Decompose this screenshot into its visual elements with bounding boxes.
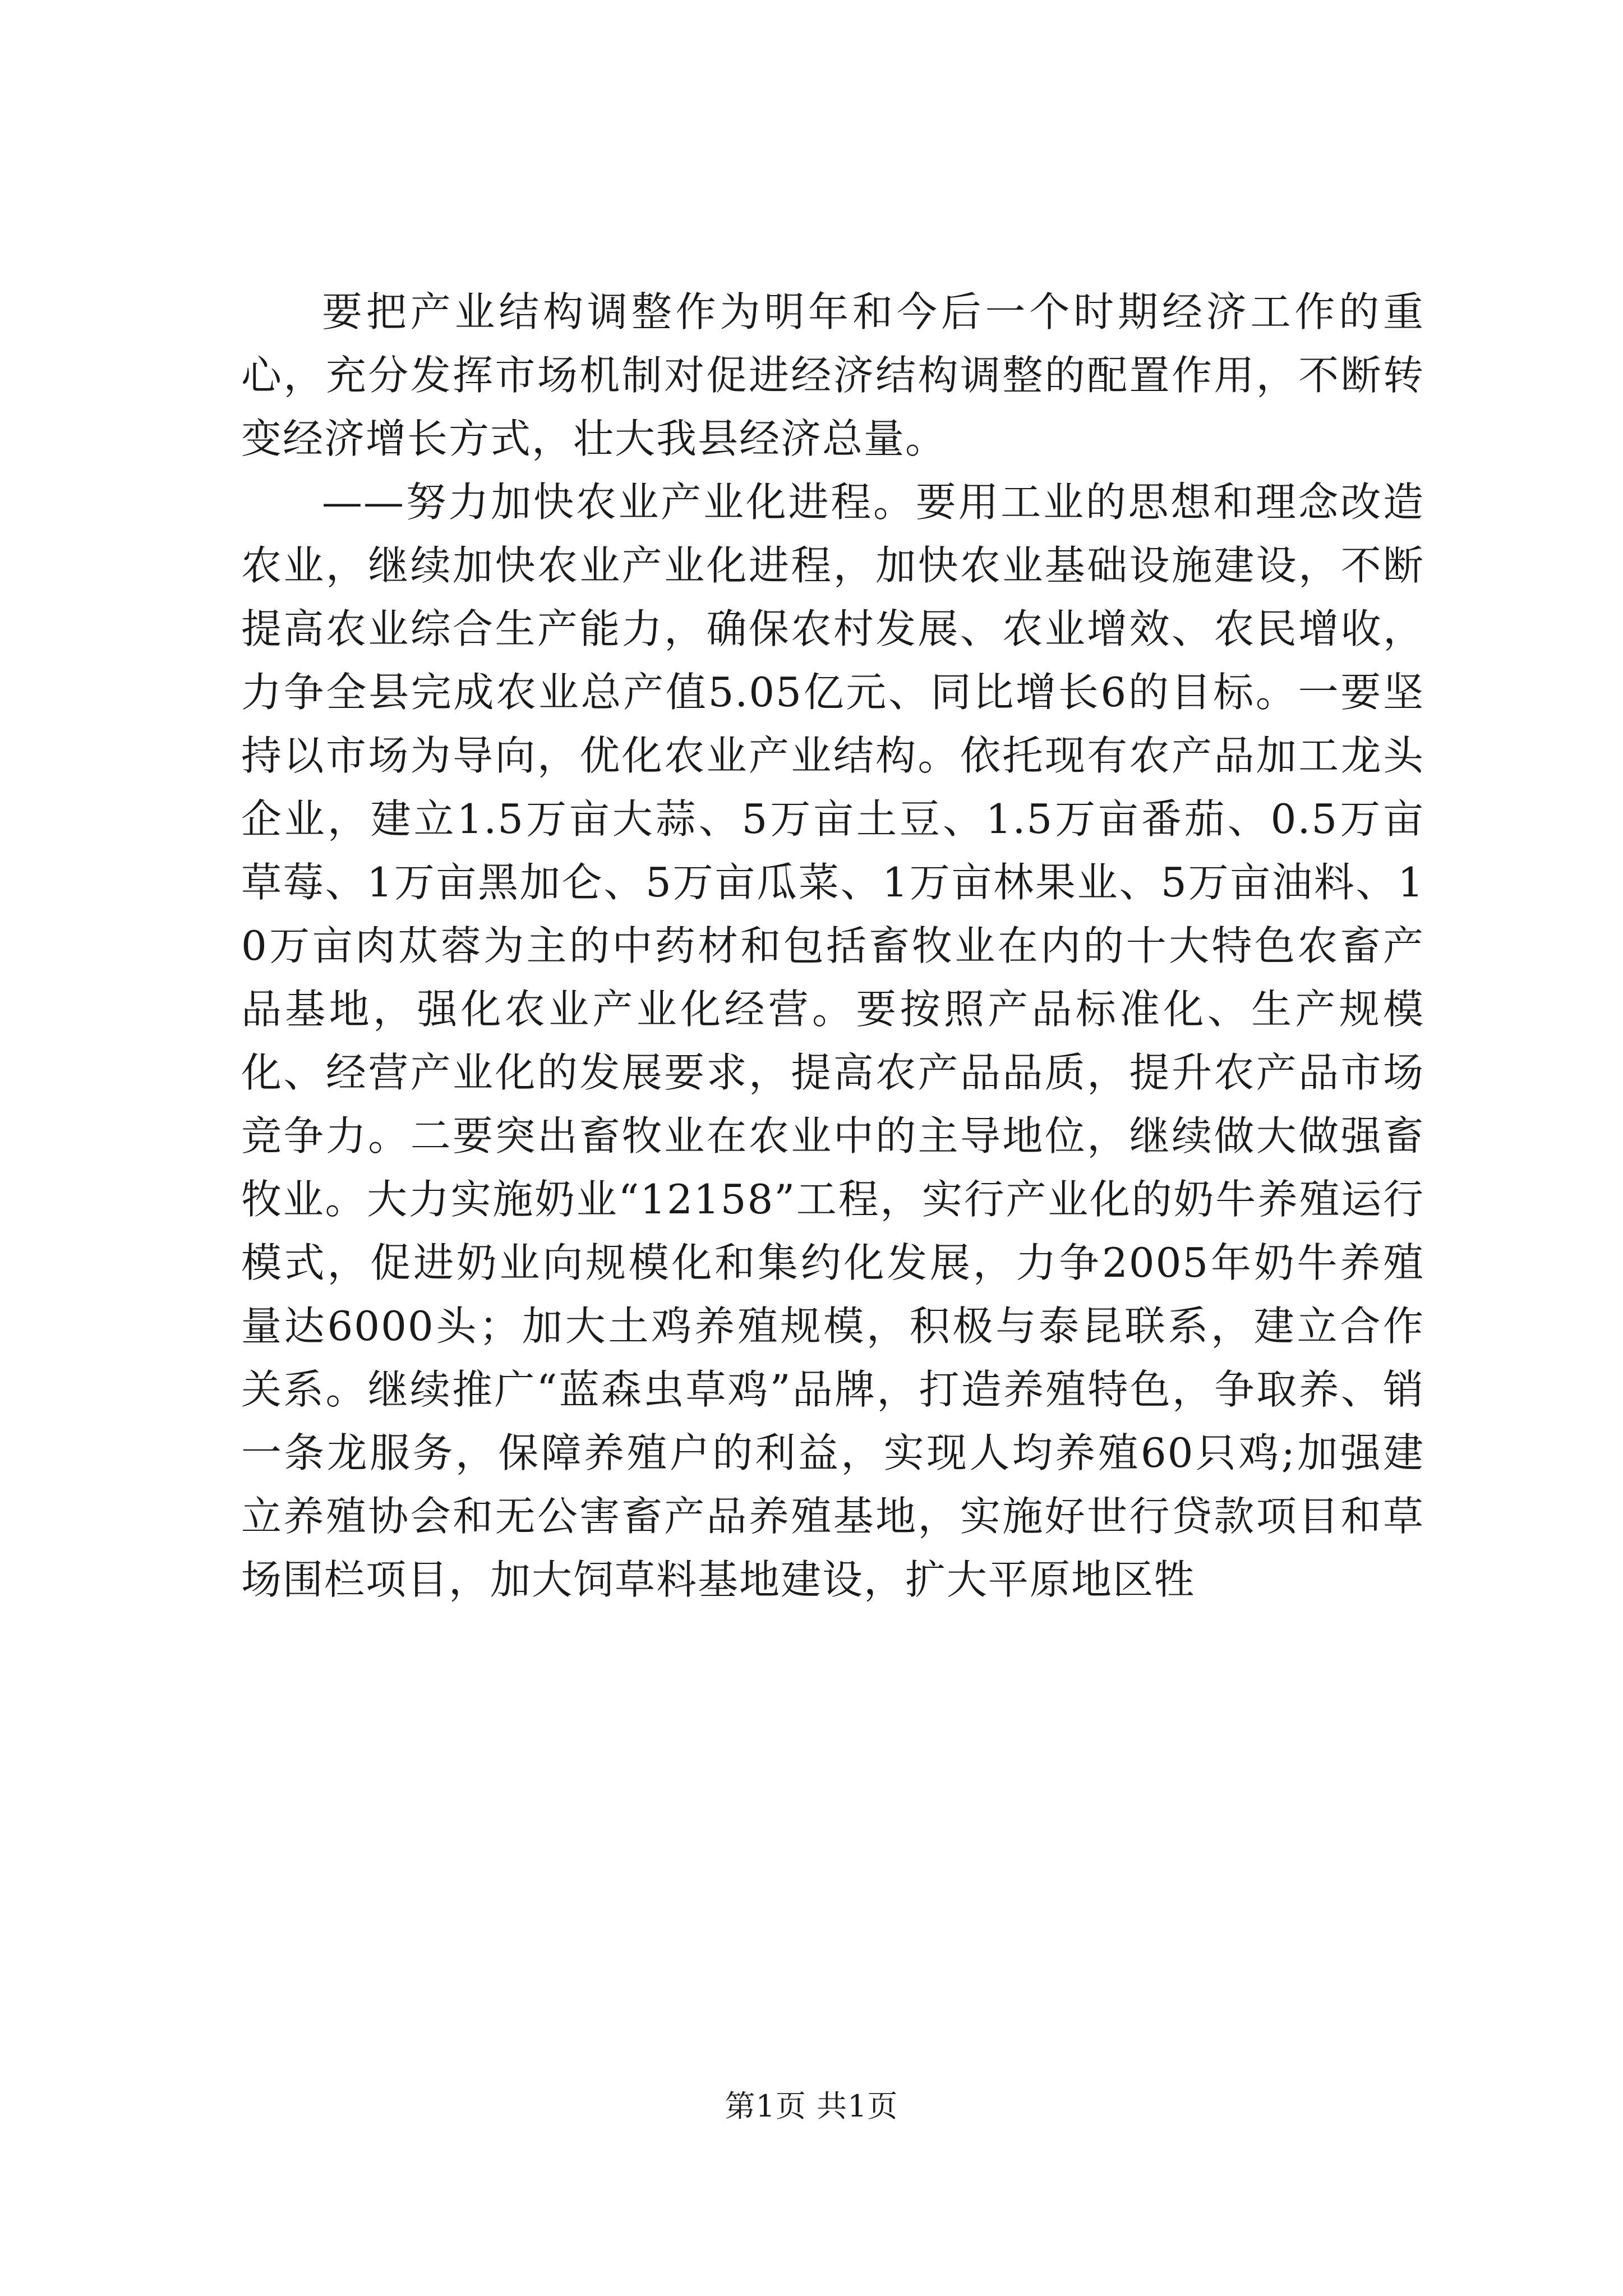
paragraph-agriculture: ——努力加快农业产业化进程。要用工业的思想和理念改造农业，继续加快农业产业化进程，加快农业基础设施建设，不断提高农业综合生产能力，确保农村发展、农业增效、农民增收，力争全县完成农业总产值5.05亿元、同比增长6的目标。一要坚持以市场为导向，优化农业产业结构。依托现有农产品加工龙头企业，建立1.5万亩大蒜、5万亩土豆、1.5万亩番茄、0.5万亩草莓、1万亩黑加仑、5万亩瓜菜、1万亩林果业、5万亩油料、10万亩肉苁蓉为主的中药材和包括畜牧业在内的十大特色农畜产品基地，强化农业产业化经营。要按照产品标准化、生产规模化、经营产业化的发展要求，提高农产品品质，提升农产品市场竞争力。二要突出畜牧业在农业中的主导地位，继续做大做强畜牧业。大力实施奶业“12158”工程，实行产业化的奶牛养殖运行模式，促进奶业向规模化和集约化发展，力争2005年奶牛养殖量达6000头；加大土鸡养殖规模，积极与泰昆联系，建立合作关系。继续推广“蓝森虫草鸡”品牌，打造养殖特色，争取养、销一条龙服务，保障养殖户的利益，实现人均养殖60只鸡;加强建立养殖协会和无公害畜产品养殖基地，实施好世行贷款项目和草场围栏项目，加大饲草料基地建设，扩大平原地区牲 <box>241 478 1424 1603</box>
document-body <box>241 280 1424 1612</box>
page-footer: 第1页 共1页 <box>725 2088 898 2124</box>
paragraph-intro: 要把产业结构调整作为明年和今后一个时期经济工作的重心，充分发挥市场机制对促进经济结构调整的配置作用，不断转变经济增长方式，壮大我县经济总量。 <box>241 288 1424 462</box>
